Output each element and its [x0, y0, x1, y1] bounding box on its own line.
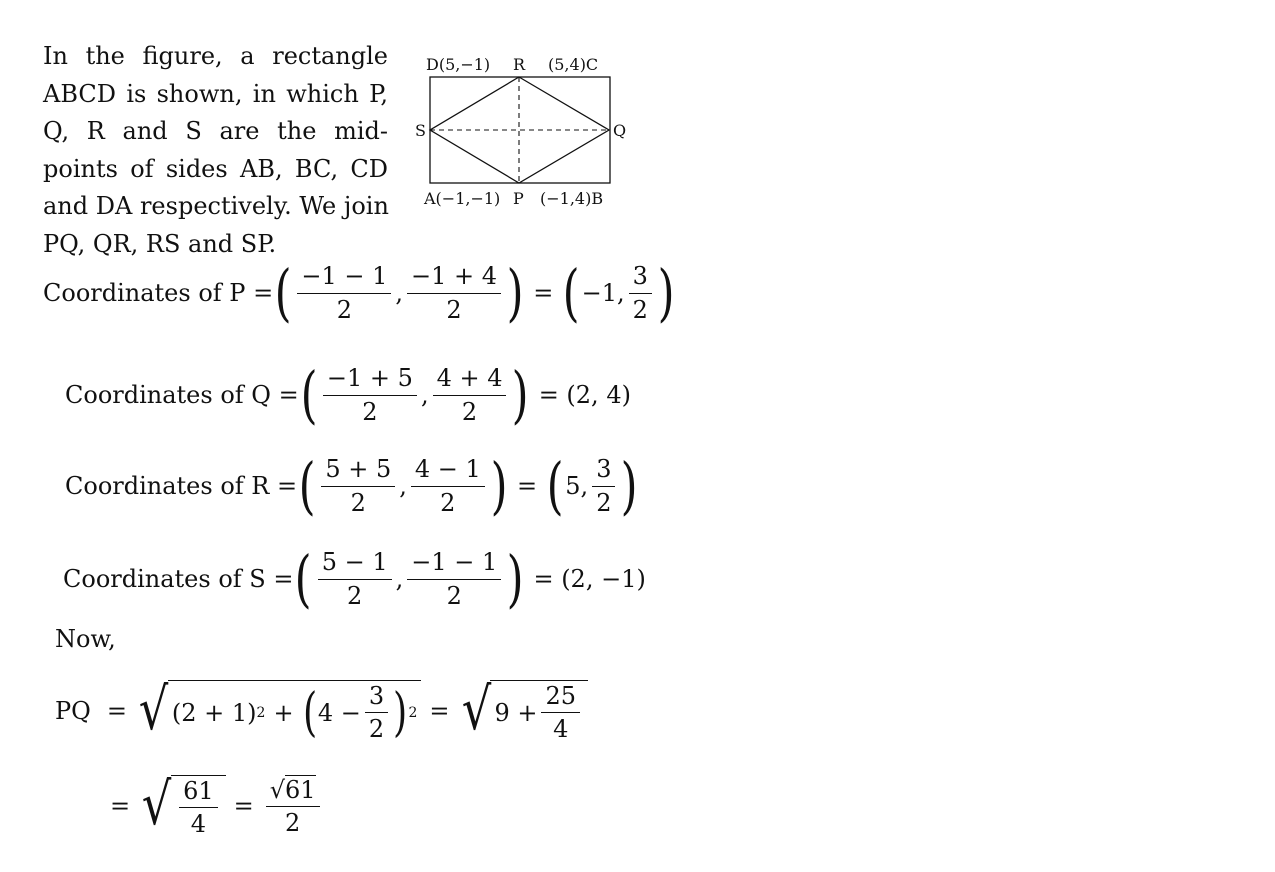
open-paren: ( — [274, 256, 292, 329]
equals: = — [106, 697, 127, 726]
fraction — [407, 549, 501, 609]
close-paren: ) — [512, 358, 530, 431]
fraction — [297, 263, 391, 323]
open-paren: ( — [302, 682, 317, 743]
term-nine: 9 + — [494, 698, 538, 727]
coord-s-label: Coordinates of S = — [63, 565, 294, 593]
pq-equation — [55, 675, 588, 744]
fraction — [179, 778, 218, 838]
problem-statement — [43, 38, 388, 263]
open-paren: ( — [298, 449, 316, 522]
label-c: (5,4)C — [548, 55, 599, 74]
comma: , — [420, 381, 429, 409]
rectangle-figure — [405, 48, 635, 218]
term-one: (2 + 1) — [171, 698, 257, 727]
label-a: A(−1,−1) — [424, 189, 501, 208]
coord-s-equation — [63, 542, 646, 615]
fraction — [541, 683, 580, 743]
close-paren: ) — [506, 542, 524, 615]
equals: = — [533, 279, 554, 307]
close-paren: ) — [657, 256, 675, 329]
numerator: −1 + 5 — [323, 365, 417, 395]
denominator: 2 — [440, 488, 456, 517]
comma: , — [395, 565, 404, 593]
pq-label: PQ — [55, 697, 91, 726]
denominator: 4 — [190, 810, 206, 839]
denominator: 2 — [632, 295, 648, 324]
coord-r-equation — [65, 449, 640, 522]
square-root — [135, 675, 421, 744]
numerator: 4 − 1 — [411, 456, 485, 486]
denominator: 2 — [336, 295, 353, 324]
numerator: √61 — [266, 777, 320, 807]
denominator: 2 — [350, 488, 366, 517]
statement-line: PQ, QR, RS and SP. — [43, 229, 277, 258]
result-x: 5, — [565, 472, 589, 500]
close-paren: ) — [506, 256, 524, 329]
label-b: (−1,4)B — [540, 189, 604, 208]
radical-sign: √ — [138, 675, 169, 743]
coord-q-equation — [65, 358, 631, 431]
denominator: 2 — [347, 581, 363, 610]
numerator: 61 — [179, 778, 218, 808]
fraction — [629, 263, 652, 323]
denominator: 2 — [596, 488, 612, 517]
denominator: 2 — [362, 397, 378, 426]
exponent: 2 — [408, 704, 418, 721]
pq-equation-continued — [110, 770, 324, 839]
equals: = — [110, 792, 131, 821]
now-label: Now, — [55, 625, 116, 653]
numerator: −1 + 4 — [407, 263, 501, 293]
fraction — [323, 365, 417, 425]
numerator: 4 + 4 — [433, 365, 507, 395]
statement-line: In the figure, a rectangle — [43, 42, 388, 70]
radical-sign: √ — [141, 770, 172, 838]
radical-sign: √ — [461, 675, 491, 743]
plus-sign: + — [273, 698, 294, 727]
label-p: P — [513, 189, 524, 208]
numerator: 3 — [592, 456, 615, 486]
denominator: 2 — [446, 581, 462, 610]
statement-line: points of sides AB, BC, CD — [43, 154, 388, 183]
coord-r-label: Coordinates of R = — [65, 472, 298, 500]
radicand — [171, 775, 226, 838]
close-paren: ) — [621, 449, 639, 522]
numerator: 3 — [629, 263, 652, 293]
label-d: D(5,−1) — [426, 55, 491, 74]
numerator: −1 − 1 — [297, 263, 391, 293]
result-x: −1, — [581, 279, 625, 307]
rectangle-diagram — [405, 48, 635, 218]
radicand — [168, 680, 421, 743]
denominator: 2 — [368, 715, 385, 744]
fraction — [407, 263, 501, 323]
result: = (2, −1) — [533, 565, 646, 593]
exponent: 2 — [256, 704, 266, 721]
coord-q-label: Coordinates of Q = — [65, 381, 299, 409]
denominator: 2 — [446, 295, 462, 324]
fraction — [318, 549, 392, 609]
fraction — [321, 456, 395, 516]
fraction — [592, 456, 615, 516]
numerator: 5 − 1 — [318, 549, 392, 579]
denominator: 2 — [285, 808, 301, 837]
open-paren: ( — [295, 542, 313, 615]
fraction — [365, 683, 388, 743]
denominator: 2 — [461, 397, 478, 426]
fraction — [266, 777, 320, 837]
equals: = — [429, 697, 450, 726]
numerator: −1 − 1 — [407, 549, 501, 579]
close-paren: ) — [393, 682, 408, 743]
statement-line: and DA respectively. We join — [43, 192, 389, 220]
open-paren: ( — [300, 358, 318, 431]
denominator: 4 — [553, 715, 569, 744]
statement-line: Q, R and S are the mid- — [43, 117, 388, 145]
result: = (2, 4) — [538, 381, 631, 409]
radicand — [490, 680, 588, 743]
comma: , — [395, 279, 404, 307]
label-s: S — [415, 121, 426, 140]
open-paren: ( — [563, 256, 580, 329]
comma: , — [399, 472, 407, 500]
open-paren: ( — [546, 449, 564, 522]
equals: = — [233, 792, 254, 821]
label-r: R — [513, 55, 526, 74]
label-q: Q — [613, 121, 627, 140]
fraction — [411, 456, 485, 516]
square-root — [138, 770, 226, 839]
fraction — [433, 365, 507, 425]
equals: = — [516, 472, 538, 500]
coord-p-label: Coordinates of P = — [43, 279, 274, 307]
term-two: 4 − — [317, 698, 361, 727]
root-sixty-one: 61 — [285, 775, 316, 804]
numerator: 25 — [541, 683, 580, 713]
close-paren: ) — [490, 449, 508, 522]
statement-line: ABCD is shown, in which P, — [43, 79, 388, 108]
numerator: 3 — [365, 683, 388, 713]
square-root — [458, 675, 589, 744]
coord-p-equation — [43, 256, 676, 329]
numerator: 5 + 5 — [321, 456, 395, 486]
